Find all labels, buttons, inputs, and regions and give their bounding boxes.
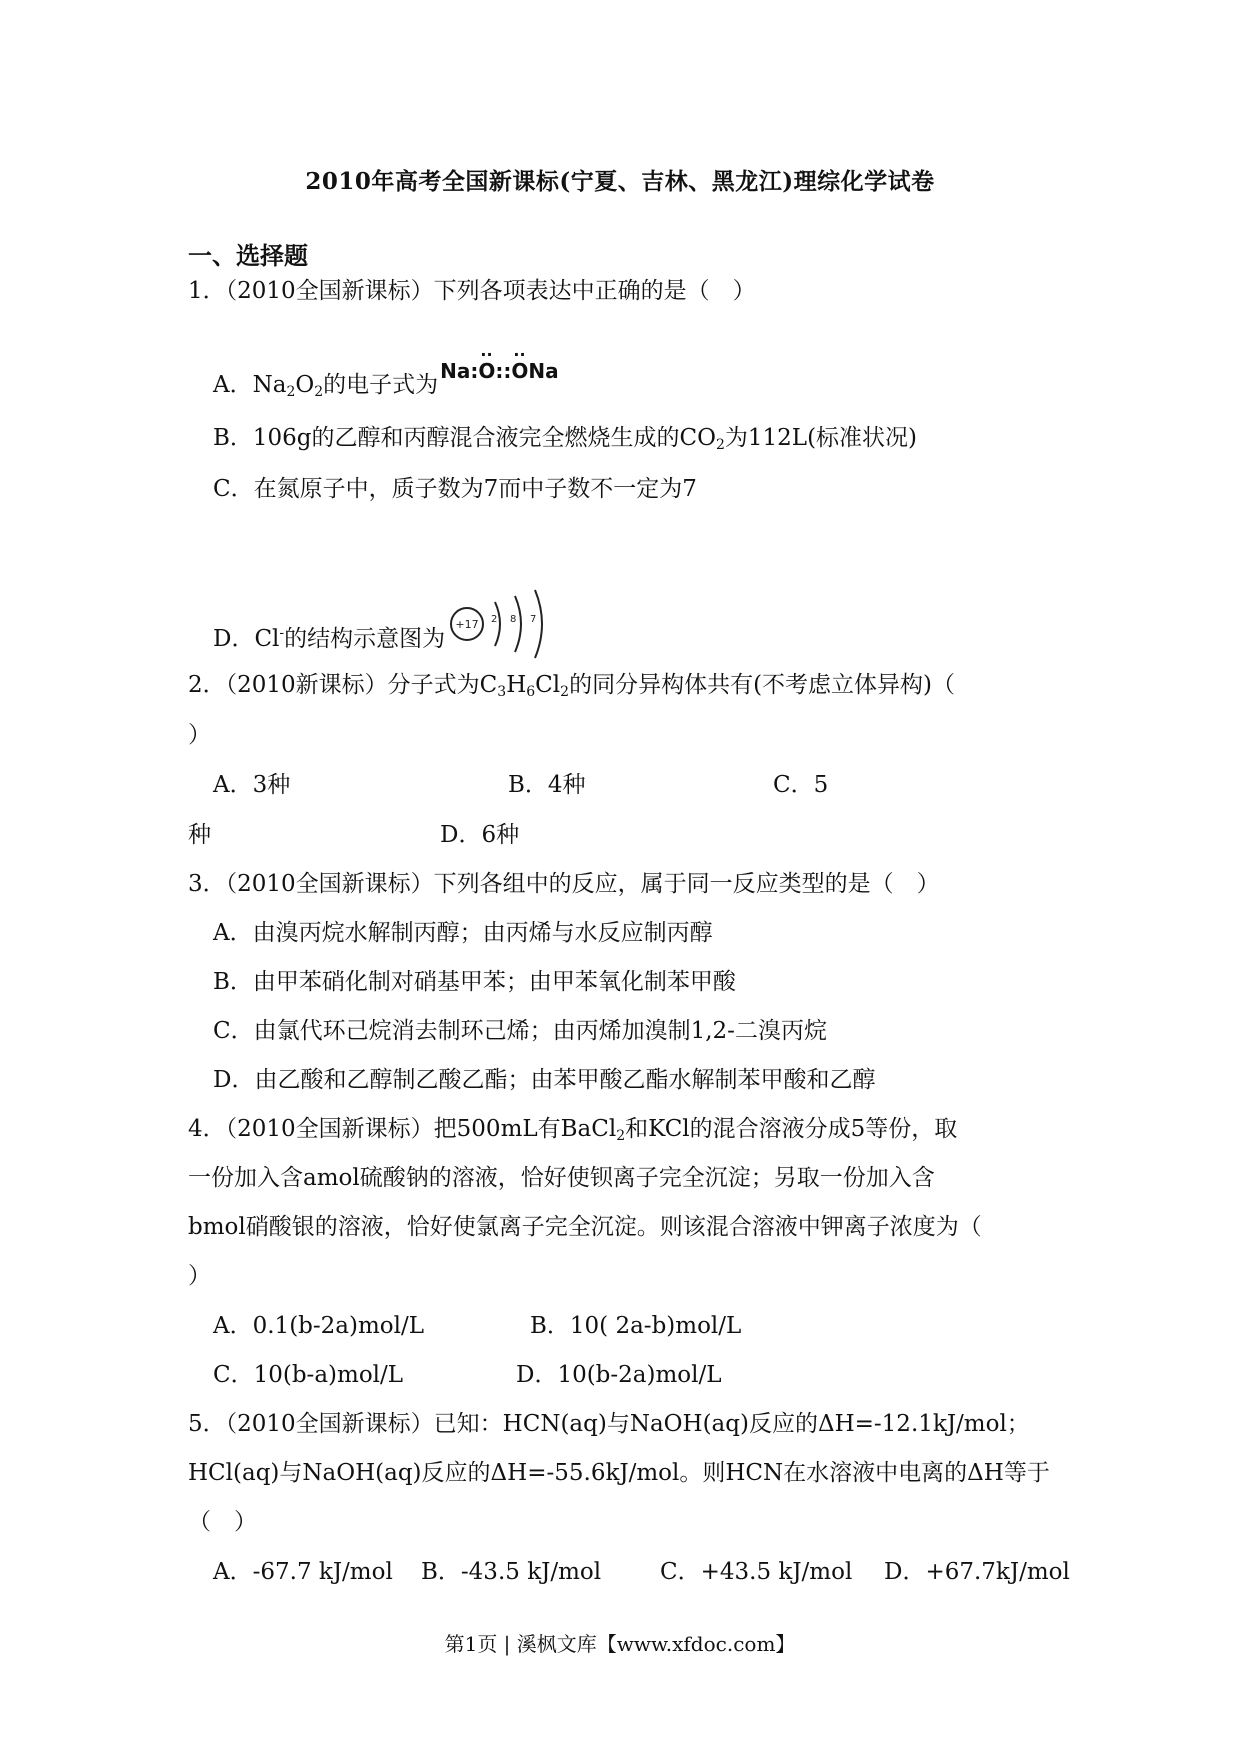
option-a-text: 的电子式为	[323, 372, 439, 398]
subscript: 2	[560, 684, 570, 700]
formula-part: ::	[495, 359, 512, 383]
formula-oxygen: ·· O	[511, 356, 528, 386]
nucleus-charge: +17	[455, 618, 479, 631]
option-b-text: 为112L(标准状况)	[724, 425, 918, 451]
question-5-line-3: （ ）	[188, 1509, 257, 1535]
question-4-line-3: bmol硝酸银的溶液，恰好使氯离子完全沉淀。则该混合溶液中钾离子浓度为（	[188, 1214, 982, 1240]
page-footer: 第1页 | 溪枫文库【www.xfdoc.com】	[444, 1632, 796, 1656]
question-2-option-c: C．5	[773, 772, 829, 798]
electron-formula	[440, 356, 559, 386]
question-4-option-a: A．0.1(b-2a)mol/L	[213, 1313, 425, 1339]
question-5-option-b: B．-43.5 kJ/mol	[421, 1559, 602, 1585]
question-4-line-2: 一份加入含amol硫酸钠的溶液，恰好使钡离子完全沉淀；另取一份加入含	[188, 1165, 935, 1191]
question-1-option-a	[213, 356, 559, 400]
superscript: -	[279, 625, 285, 641]
question-5-line-2: HCl(aq)与NaOH(aq)反应的ΔH=-55.6kJ/mol。则HCN在水溶液中电离的ΔH等于	[188, 1460, 1050, 1486]
formula-oxygen: ·· O	[478, 356, 495, 386]
stem-text: 4．（2010全国新课标）把500mL有BaCl	[188, 1116, 617, 1142]
question-3-option-c: C．由氯代环己烷消去制环己烯；由丙烯加溴制1,2-二溴丙烷	[213, 1018, 827, 1044]
question-4-option-b: B．10( 2a-b)mol/L	[530, 1313, 742, 1339]
option-d-text: 的结构示意图为	[284, 626, 446, 652]
subscript: 2	[616, 1128, 626, 1144]
formula-part: Na	[528, 359, 559, 383]
atomic-structure-diagram	[449, 588, 549, 660]
subscript: 2	[314, 384, 324, 400]
option-d-text: D．Cl	[213, 626, 280, 652]
question-1-option-d	[213, 588, 549, 660]
subscript: 2	[286, 384, 296, 400]
question-5-option-c: C．+43.5 kJ/mol	[660, 1559, 853, 1585]
question-2-option-d: D．6种	[440, 822, 520, 848]
section-heading: 一、选择题	[188, 241, 308, 270]
question-4-line-4: ）	[188, 1263, 211, 1289]
question-5-option-d: D．+67.7kJ/mol	[884, 1559, 1070, 1585]
subscript: 2	[715, 437, 725, 453]
stem-text: H	[506, 672, 527, 698]
stem-text: 的同分异构体共有(不考虑立体异构)（	[569, 672, 956, 698]
question-1-option-b	[213, 423, 917, 453]
shell-2-electrons: 8	[510, 614, 517, 625]
subscript: 3	[497, 684, 507, 700]
question-1-stem: 1．（2010全国新课标）下列各项表达中正确的是（ ）	[188, 278, 756, 304]
question-1-option-c: C．在氮原子中，质子数为7而中子数不一定为7	[213, 476, 697, 502]
page-title: 2010年高考全国新课标(宁夏、吉林、黑龙江)理综化学试卷	[305, 168, 935, 195]
question-3-stem: 3．（2010全国新课标）下列各组中的反应，属于同一反应类型的是（ ）	[188, 871, 940, 897]
question-4-option-c: C．10(b-a)mol/L	[213, 1362, 404, 1388]
shell-1-electrons: 2	[491, 614, 498, 625]
stem-text: Cl	[535, 672, 561, 698]
question-2-option-b: B．4种	[508, 772, 586, 798]
question-4-line-1	[188, 1114, 957, 1144]
option-a-text: A．Na	[213, 372, 287, 398]
formula-part: Na:	[440, 359, 479, 383]
question-2-stem	[188, 670, 955, 700]
option-a-text: O	[295, 372, 315, 398]
subscript: 6	[526, 684, 536, 700]
question-3-option-a: A．由溴丙烷水解制丙醇；由丙烯与水反应制丙醇	[213, 920, 713, 946]
question-2-option-a: A．3种	[213, 772, 291, 798]
question-3-option-d: D．由乙酸和乙醇制乙酸乙酯；由苯甲酸乙酯水解制苯甲酸和乙醇	[213, 1067, 876, 1093]
option-b-text: B．106g的乙醇和丙醇混合液完全燃烧生成的CO	[213, 425, 716, 451]
stem-text: 和KCl的混合溶液分成5等份，取	[625, 1116, 958, 1142]
shell-3-electrons: 7	[530, 614, 537, 625]
question-5-line-1: 5．（2010全国新课标）已知：HCN(aq)与NaOH(aq)反应的ΔH=-12.1kJ/mol；	[188, 1411, 1030, 1437]
question-2-option-c-cont: 种	[188, 822, 211, 848]
question-4-option-d: D．10(b-2a)mol/L	[516, 1362, 722, 1388]
question-2-stem-close: ）	[188, 722, 211, 748]
stem-text: 2．（2010新课标）分子式为C	[188, 672, 498, 698]
question-3-option-b: B．由甲苯硝化制对硝基甲苯；由甲苯氧化制苯甲酸	[213, 969, 736, 995]
question-5-option-a: A．-67.7 kJ/mol	[213, 1559, 393, 1585]
